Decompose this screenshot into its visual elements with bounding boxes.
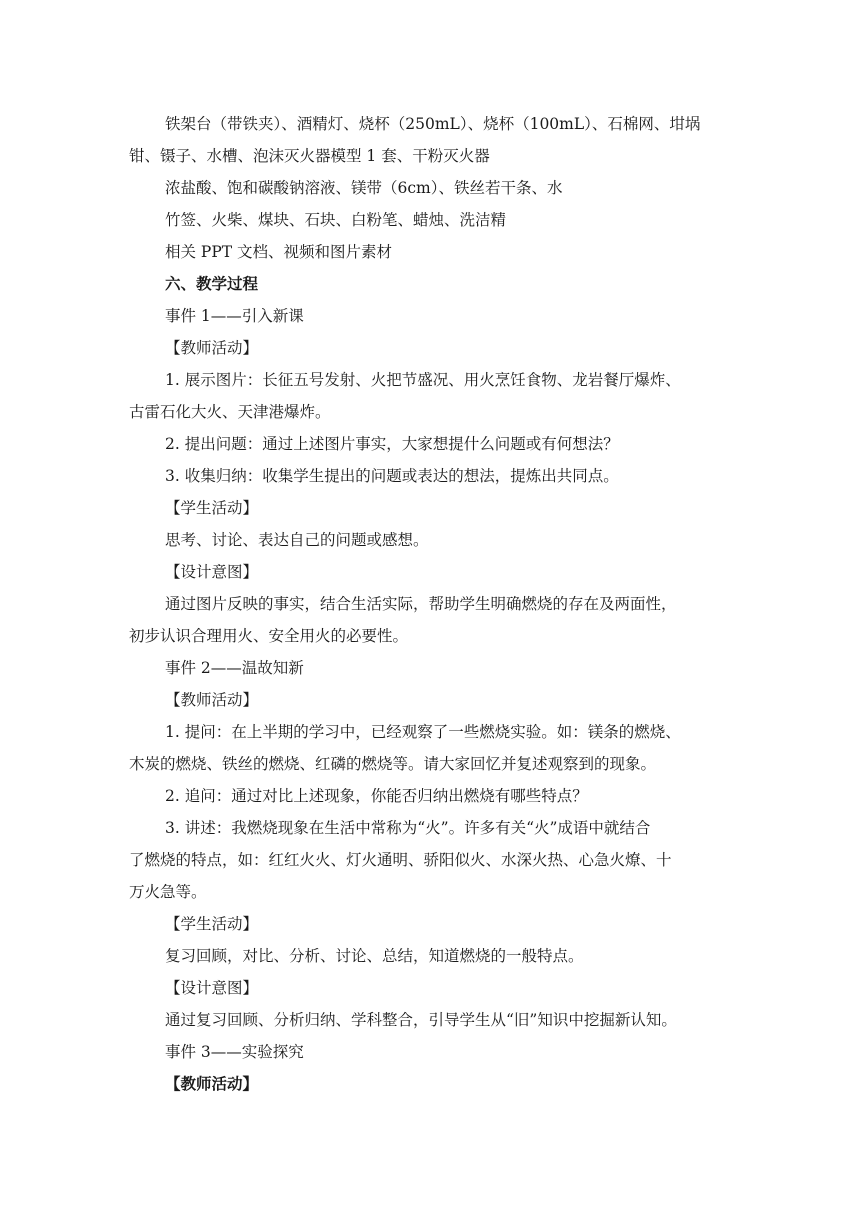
paragraph-line: 3. 讲述：我燃烧现象在生活中常称为“火”。许多有关“火”成语中就结合 <box>165 819 651 837</box>
paragraph-line: 1. 展示图片：长征五号发射、火把节盛况、用火烹饪食物、龙岩餐厅爆炸、 <box>165 371 681 389</box>
paragraph-line: 1. 提问：在上半期的学习中，已经观察了一些燃烧实验。如：镁条的燃烧、 <box>165 723 681 741</box>
paragraph-line: 木炭的燃烧、铁丝的燃烧、红磷的燃烧等。请大家回忆并复述观察到的现象。 <box>129 755 657 773</box>
paragraph-line: 初步认识合理用火、安全用火的必要性。 <box>129 627 409 645</box>
paragraph-line: 2. 追问：通过对比上述现象，你能否归纳出燃烧有哪些特点？ <box>165 787 588 805</box>
paragraph-line: 复习回顾，对比、分析、讨论、总结，知道燃烧的一般特点。 <box>165 947 584 965</box>
section-heading: 六、教学过程 <box>165 274 259 293</box>
teacher-activity-label-1: 【教师活动】 <box>165 339 259 357</box>
equipment-line-1: 铁架台（带铁夹）、酒精灯、烧杯（250mL）、烧杯（100mL）、石棉网、坩埚 <box>165 115 701 133</box>
event-heading-3: 事件 3——实验探究 <box>165 1043 304 1061</box>
materials-line: 竹签、火柴、煤块、石块、白粉笔、蜡烛、洗洁精 <box>165 211 507 229</box>
paragraph-line: 思考、讨论、表达自己的问题或感想。 <box>165 531 429 549</box>
paragraph-line: 古雷石化大火、天津港爆炸。 <box>129 403 331 421</box>
reagents-line: 浓盐酸、饱和碳酸钠溶液、镁带（6cm）、铁丝若干条、水 <box>165 179 563 197</box>
paragraph-line: 通过复习回顾、分析归纳、学科整合，引导学生从“旧”知识中挖掘新认知。 <box>165 1011 677 1029</box>
equipment-line-2: 钳、镊子、水槽、泡沫灭火器模型 1 套、干粉灭火器 <box>129 147 490 165</box>
design-intent-label-1: 【设计意图】 <box>165 563 259 581</box>
paragraph-line: 万火急等。 <box>129 883 207 901</box>
event-heading-1: 事件 1——引入新课 <box>165 307 304 325</box>
paragraph-line: 2. 提出问题：通过上述图片事实，大家想提什么问题或有何想法？ <box>165 435 619 453</box>
student-activity-label-1: 【学生活动】 <box>165 499 259 517</box>
student-activity-label-2: 【学生活动】 <box>165 915 259 933</box>
event-heading-2: 事件 2——温故知新 <box>165 659 304 677</box>
media-line: 相关 PPT 文档、视频和图片素材 <box>165 243 393 261</box>
teacher-activity-label-2: 【教师活动】 <box>165 691 259 709</box>
paragraph-line: 通过图片反映的事实，结合生活实际，帮助学生明确燃烧的存在及两面性， <box>165 595 677 613</box>
paragraph-line: 了燃烧的特点，如：红红火火、灯火通明、骄阳似火、水深火热、心急火燎、十 <box>129 851 672 869</box>
design-intent-label-2: 【设计意图】 <box>165 979 259 997</box>
paragraph-line: 3. 收集归纳：收集学生提出的问题或表达的想法，提炼出共同点。 <box>165 467 619 485</box>
teacher-activity-label-3: 【教师活动】 <box>165 1074 259 1093</box>
